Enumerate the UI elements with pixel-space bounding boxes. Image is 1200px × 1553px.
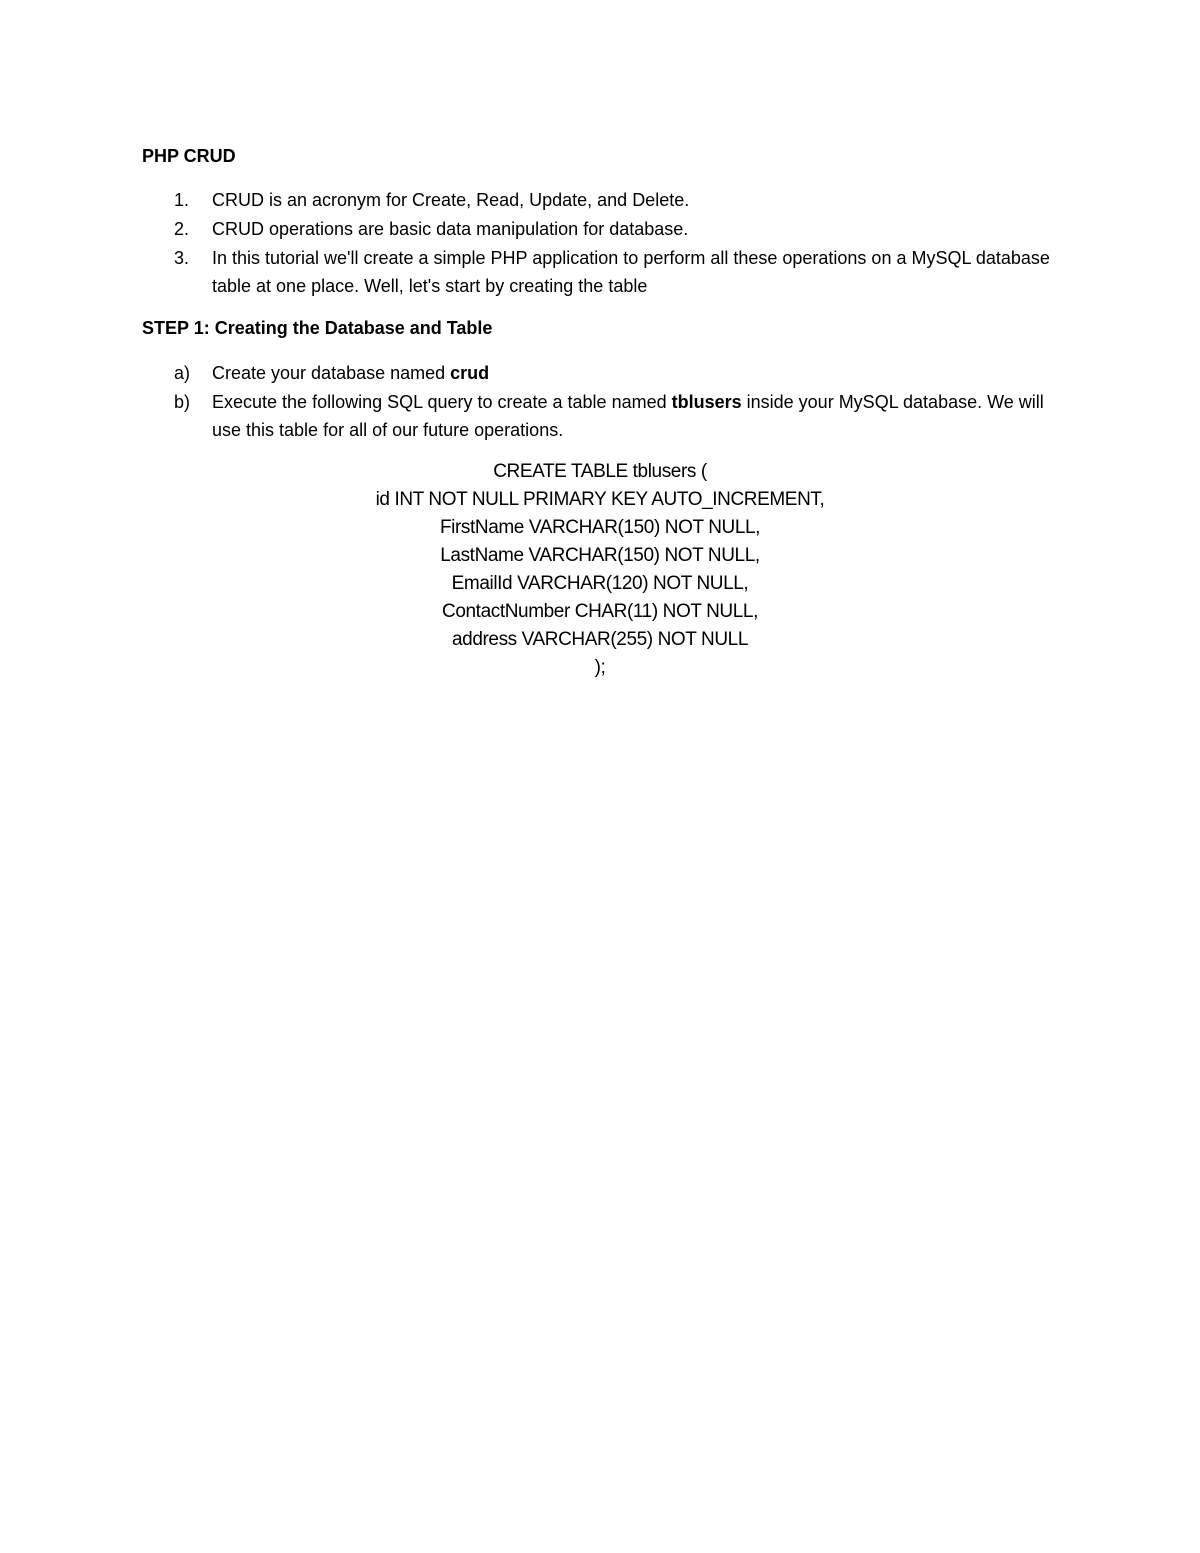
sql-line: id INT NOT NULL PRIMARY KEY AUTO_INCREMENT, bbox=[375, 489, 825, 510]
list-marker: b) bbox=[174, 392, 191, 412]
list-item bbox=[142, 244, 1062, 300]
list-item-text: Create your database named bbox=[212, 363, 451, 383]
sql-line: EmailId VARCHAR(120) NOT NULL, bbox=[451, 573, 749, 594]
intro-list bbox=[142, 186, 1062, 301]
step1-heading: STEP 1: Creating the Database and Table bbox=[142, 318, 493, 338]
list-item-text: CRUD is an acronym for Create, Read, Update, and Delete. bbox=[212, 190, 690, 210]
table-name: tblusers bbox=[671, 392, 742, 412]
sql-line: FirstName VARCHAR(150) NOT NULL, bbox=[439, 517, 761, 538]
database-name: crud bbox=[450, 363, 490, 383]
sql-line: CREATE TABLE tblusers ( bbox=[493, 461, 707, 482]
list-item-text: CRUD operations are basic data manipulation for database. bbox=[212, 219, 689, 239]
list-marker: 1. bbox=[174, 190, 190, 210]
list-marker: a) bbox=[174, 363, 191, 383]
sql-line: address VARCHAR(255) NOT NULL bbox=[451, 629, 749, 650]
sql-line: LastName VARCHAR(150) NOT NULL, bbox=[440, 545, 760, 566]
list-item bbox=[142, 186, 1062, 214]
sql-line: ); bbox=[594, 657, 606, 678]
sql-code-block bbox=[300, 458, 900, 682]
document-title: PHP CRUD bbox=[142, 146, 236, 166]
list-item-text-continued: inside your MySQL database. We will use this table for all of our future operations. bbox=[212, 392, 1044, 440]
list-marker: 3. bbox=[174, 248, 190, 268]
list-item-text: Execute the following SQL query to create a table named bbox=[212, 392, 672, 412]
step1-list bbox=[142, 359, 1062, 445]
list-item bbox=[142, 359, 1062, 387]
sql-line: ContactNumber CHAR(11) NOT NULL, bbox=[442, 601, 758, 622]
list-item bbox=[142, 388, 1062, 444]
list-marker: 2. bbox=[174, 219, 190, 239]
list-item-text: In this tutorial we'll create a simple PHP application to perform all these operations on a MySQL database table at one place. Well, let's start by creating the table bbox=[212, 248, 1050, 296]
list-item bbox=[142, 215, 1062, 243]
